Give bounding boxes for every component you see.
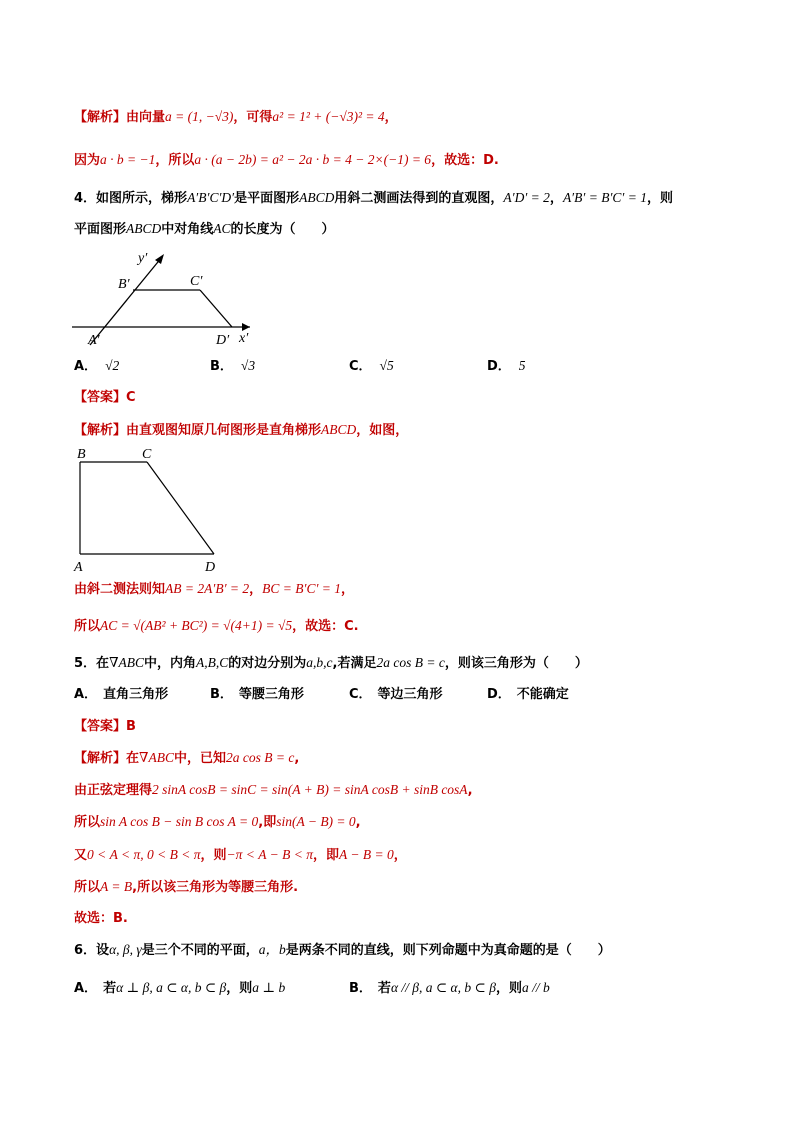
question-number: 6． (74, 943, 97, 958)
q4-option-a: A． √2 (74, 358, 120, 374)
q4-answer: 【答案】C (74, 390, 136, 405)
x-axis-arrow (242, 323, 250, 331)
question-number: 4． (74, 191, 97, 206)
label-y: y′ (138, 251, 148, 266)
q5-analysis-line6: 故选：B. (74, 911, 128, 926)
q5-option-a: A． 直角三角形 (74, 687, 169, 702)
y-axis-arrow (155, 254, 164, 264)
question-number: 5． (74, 656, 97, 671)
q4-stem-line2: 平面图形ABCD中对角线AC的长度为（ ） (74, 221, 335, 237)
q5-stem: 5．在∇ABC中，内角A,B,C的对边分别为a,b,c,若满足2a cos B = c，则该三角形为（ ） (74, 655, 588, 671)
q4-analysis-line3: 所以AC = √(AB² + BC²) = √(4+1) = √5，故选：C. (74, 618, 359, 634)
q4-option-d: D． 5 (487, 358, 526, 374)
q6-option-b: B． 若α // β, a ⊂ α, b ⊂ β，则a // b (349, 980, 550, 996)
q5-analysis-line4: 又0 < A < π, 0 < B < π，则−π < A − B < π，即A − B = 0， (74, 847, 407, 863)
analysis-tag: 【解析】 (74, 110, 127, 125)
y-axis (90, 257, 162, 345)
q5-analysis-line3: 所以sin A cos B − sin B cos A = 0,即sin(A − B) = 0, (74, 814, 361, 830)
q4-original-figure (72, 444, 232, 576)
label-x: x′ (239, 331, 249, 346)
q5-analysis-line2: 由正弦定理得2 sinA cosB = sinC = sin(A + B) = sinA cosB + sinB cosA, (74, 782, 473, 798)
q4-analysis-line2: 由斜二测法则知AB = 2A′B′ = 2，BC = B′C′ = 1， (74, 581, 355, 597)
label-a: A (74, 560, 83, 575)
label-b: B (77, 447, 86, 462)
q4-analysis-line1: 【解析】由直观图知原几何图形是直角梯形ABCD，如图， (74, 422, 409, 438)
label-b: B′ (118, 277, 130, 292)
q6-option-a: A． 若α ⊥ β, a ⊂ α, b ⊂ β，则a ⊥ b (74, 980, 286, 996)
edge-cd (147, 462, 214, 554)
q3-analysis-line2: 因为a · b = −1，所以a · (a − 2b) = a² − 2a · b = 4 − 2×(−1) = 6，故选：D. (74, 152, 499, 168)
q4-option-c: C． √5 (349, 358, 394, 374)
q3-analysis-line1: 【解析】由向量a = (1, −√3)，可得a² = 1² + (−√3)² = 4， (74, 109, 398, 125)
q6-stem: 6．设α, β, γ是三个不同的平面，a，b是两条不同的直线，则下列命题中为真命题的是（ ） (74, 942, 611, 958)
q5-analysis-line1: 【解析】在∇ABC中，已知2a cos B = c, (74, 750, 300, 766)
q5-option-d: D． 不能确定 (487, 687, 569, 702)
edge-cd (200, 290, 232, 327)
q4-stem-line1: 4．如图所示，梯形A′B′C′D′是平面图形ABCD用斜二测画法得到的直观图，A′D′ = 2，A′B′ = B′C′ = 1，则 (74, 190, 673, 206)
q4-oblique-figure (70, 245, 270, 350)
q5-option-b: B． 等腰三角形 (210, 687, 304, 702)
analysis-tag: 【解析】 (74, 751, 127, 766)
q5-analysis-line5: 所以A = B,所以该三角形为等腰三角形. (74, 879, 299, 895)
q4-option-b: B． √3 (210, 358, 256, 374)
label-d: D (205, 560, 216, 575)
label-c: C′ (190, 274, 203, 289)
label-d: D′ (216, 333, 230, 348)
answer-tag: 【答案】 (74, 719, 127, 734)
q5-option-c: C． 等边三角形 (349, 687, 443, 702)
q5-answer: 【答案】B (74, 719, 136, 734)
label-c: C (142, 447, 152, 462)
analysis-tag: 【解析】 (74, 423, 127, 438)
answer-tag: 【答案】 (74, 390, 127, 405)
label-a: A′ (88, 333, 100, 348)
